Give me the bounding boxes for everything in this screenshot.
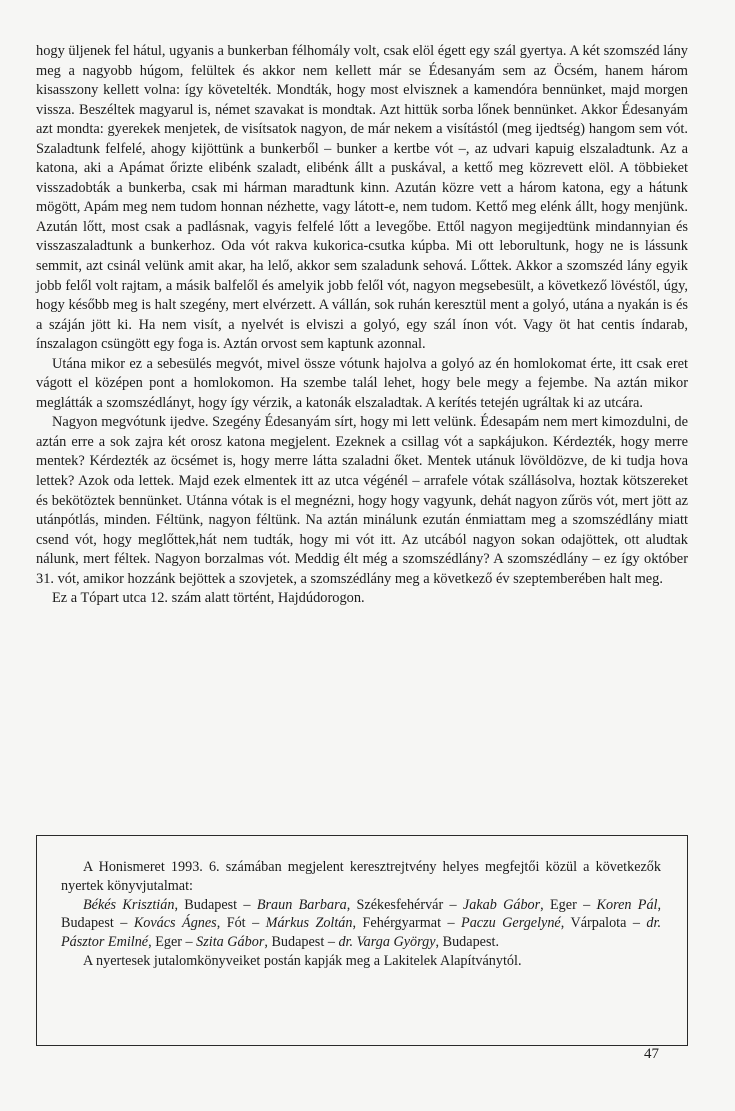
winner-name: Jakab Gábor	[462, 896, 541, 913]
winner-name: Koren Pál	[596, 896, 658, 913]
winner-place: Budapest	[184, 896, 238, 913]
winner-place: Fót	[226, 915, 246, 932]
winner-name: Paczu Gergelyné	[461, 915, 561, 932]
article-body	[36, 42, 688, 609]
winner-place: Eger	[155, 934, 182, 951]
winner-name: Békés Krisztián	[83, 896, 175, 913]
notice-closing: A nyertesek jutalomkönyveiket postán kapják meg a Lakitelek Alapítványtól.	[83, 952, 522, 969]
winners-list: Békés Krisztián, Budapest – Braun Barbara, Székesfehérvár – Jakab Gábor, Eger – Koren Pál, Budapest – Kovács Ágnes, Fót – Márkus Zoltán, Fehérgyarmat – Paczu Gergelyné, Várpalota – dr. Pásztor Emilné, Eger – Szita Gábor, Budapest – dr. Varga György, Budapest.	[61, 896, 662, 951]
winner-name: dr. Pásztor Emilné	[61, 915, 661, 951]
page-number: 47	[644, 1046, 659, 1062]
crossword-winners-notice	[36, 835, 688, 1046]
winner-name: Kovács Ágnes	[133, 915, 217, 932]
winner-place: Budapest	[61, 915, 114, 932]
notice-intro: A Honismeret 1993. 6. számában megjelent keresztrejtvény helyes megfejtői közül a következők nyertek könyvjutalmat:	[61, 859, 661, 894]
winner-place: Eger	[550, 896, 577, 913]
winner-name: Márkus Zoltán	[265, 915, 353, 932]
winner-place: Székesfehérvár	[356, 896, 444, 913]
winner-name: dr. Varga György	[338, 934, 436, 951]
winner-place: Várpalota	[570, 915, 627, 932]
winner-place: Fehérgyarmat	[362, 915, 442, 932]
winner-name: Szita Gábor	[196, 934, 265, 951]
article-paragraph: hogy üljenek fel hátul, ugyanis a bunkerban félhomály volt, csak elöl égett egy szál gyertya. A két szomszéd lány meg a nagyobb húgom, felültek és akkor nem kellett már se Édesanyám sem az Öcsém, hanem három kisasszony kellett volna: így követelték. Mondták, hogy most elvisznek a kamendóra bennünket, majd morgen vissza. Beszéltek magyarul is, német szavakat is mondtak. Azt hittük sorba lőnek bennünket. Akkor Édesanyám azt mondta: gyerekek menjetek, de visítsatok nagyon, de már nekem a visítástól (meg ijedtség) hangom sem vót. Szaladtunk felfelé, ahogy kijöttünk a bunkerből – bunker a kertbe vót –, az udvari kapuig elszaladtunk. Az a katona, aki a Apámat őrizte elibénk szaladt, elibénk állt a puskával, a kettő meg közrevett elöl. A többieket visszadobták a bunkerba, csak mi hárman maradtunk kinn. Azután közre vett a három katona, egy a hátunk mögött, Apám meg nem tudom honnan nézhette, vagy látott-e, nem tudom. Kettő meg elénk állt, hogy menjünk. Azután lőtt, most csak a padlásnak, vagyis felfelé lőtt a levegőbe. Ettől nagyon megijedtünk mindannyian és visszaszaladtunk a bunkerhoz. Oda vót rakva kukorica-csutka kúpba. Mi ott leborultunk, hogy ne is lássunk semmit, azt csinál velünk amit akar, ha lelő, akkor sem szaladunk sehová. Lőttek. Akkor a szomszéd lány egyik jobb felől volt rajtam, a másik balfelől és amelyik jobb felől vót, nagyon megsebesült, a következő lövéstől, úgy, hogy később meg is halt szegény, mert elvérzett. A vállán, sok ruhán keresztül ment a golyó, utána a nyakán is és a száján jött ki. Ha nem visít, a nyelvét is elviszi a golyó, egy szál ínon vót. Vagy öt hat centis índarab, ínszalagon csüngött egy foga is. Aztán orvost sem kaptunk azonnal.	[36, 43, 688, 353]
article-paragraph: Nagyon megvótunk ijedve. Szegény Édesanyám sírt, hogy mi lett velünk. Édesapám nem mert kimozdulni, de aztán erre a sok zajra két orosz katona megjelent. Ezeknek a csillag vót a sapkájukon. Kérdezték, hogy merre mentek? Kérdezték az öcsémet is, hogy merre látta szaladni őket. Mentek utánuk lövöldözve, de ki tudja hova lettek? Azok oda lettek. Majd ezek elmentek itt az utca végénél – arrafele vótak szállásolva, hoztak kötszereket és bekötöztek bennünket. Utánna vótak is el megnézni, hogy hogy vagyunk, dehát nagyon zűrös vót, mert jött az utánpótlás, minden. Féltünk, nagyon féltünk. Na aztán minálunk ezután énmiattam meg a szomszédlány miatt csend vót, hogy meglőttek,hát nem tudták, hogy mi vót itt. Az utcából nagyon sokan odajöttek, ott aludtak nálunk, mert féltek. Nagyon borzalmas vót. Meddig élt még a szomszédlány? A szomszédlány – ez így október 31. vót, amikor hozzánk bejöttek a szovjetek, a szomszédlány meg a következő év szeptemberében halt meg.	[36, 414, 688, 587]
winner-place: Budapest	[271, 934, 325, 951]
winner-place: Budapest	[442, 934, 496, 951]
article-paragraph: Ez a Tópart utca 12. szám alatt történt, Hajdúdorogon.	[52, 590, 365, 607]
winner-name: Braun Barbara	[256, 896, 347, 913]
article-paragraph: Utána mikor ez a sebesülés megvót, mivel össze vótunk hajolva a golyó az én homlokomat érte, itt csak eret vágott el középen pont a homlokomon. Ha szembe talál lehet, hogy bele megy a fejembe. Na aztán mikor meglátták a szomszédlányt, hogy így vérzik, a katonák elszaladtak. A kerítés tetején ugráltak ki az utcára.	[36, 355, 688, 411]
